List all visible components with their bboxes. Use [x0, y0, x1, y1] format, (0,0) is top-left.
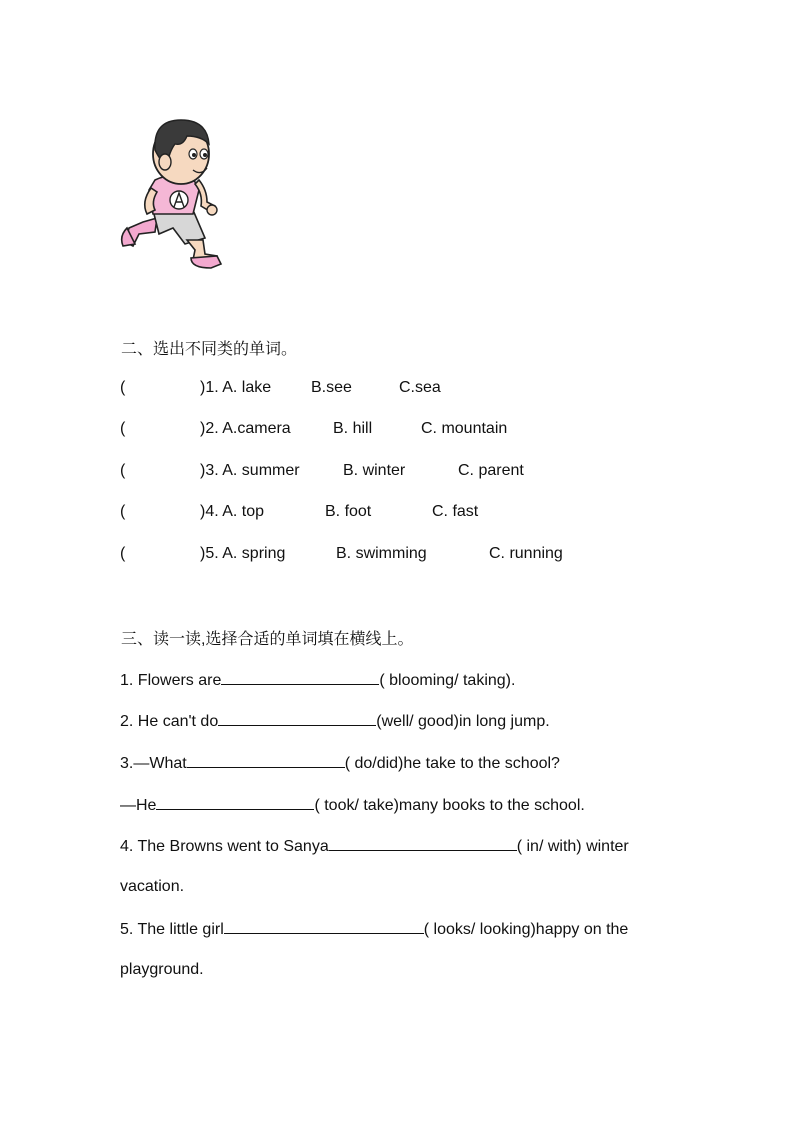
question-option-a: )2. A.camera	[200, 420, 291, 437]
question-option-a: )1. A. lake	[200, 379, 272, 396]
sentence-start: 1. Flowers are	[120, 672, 222, 689]
answer-paren: (	[120, 462, 126, 479]
answer-paren: (	[120, 379, 126, 396]
question-option-b: B. foot	[325, 503, 372, 520]
question-option-c: C. running	[489, 545, 563, 562]
question-row	[120, 501, 640, 523]
fill-blank-item	[120, 793, 585, 815]
fill-blank-item	[120, 917, 628, 939]
sentence-start: 4. The Browns went to Sanya	[120, 838, 329, 855]
sentence-end: ( do/did)he take to the school?	[344, 755, 560, 772]
sentence-start: —He	[120, 797, 157, 814]
sentence-end: (well/ good)in long jump.	[376, 713, 550, 730]
sentence-start: 3.—What	[120, 755, 187, 772]
answer-blank[interactable]	[218, 709, 376, 726]
section-three-title: 三、读一读,选择合适的单词填在横线上。	[121, 631, 414, 648]
section-two-title: 二、选出不同类的单词。	[121, 341, 298, 358]
question-option-c: C.sea	[399, 379, 441, 396]
answer-blank[interactable]	[221, 668, 379, 685]
question-option-b: B. hill	[333, 420, 373, 437]
running-boy-illustration	[115, 110, 225, 272]
question-option-a: )5. A. spring	[200, 545, 286, 562]
question-option-a: )3. A. summer	[200, 462, 300, 479]
question-option-c: C. fast	[432, 503, 479, 520]
fill-blank-item	[120, 709, 550, 731]
question-row	[120, 543, 660, 565]
continuation-line: vacation.	[120, 878, 185, 895]
sentence-end: ( in/ with) winter	[516, 838, 629, 855]
question-option-b: B. swimming	[336, 545, 427, 562]
question-option-b: B.see	[311, 379, 352, 396]
sentence-end: ( looks/ looking)happy on the	[423, 921, 629, 938]
question-row	[120, 377, 640, 399]
question-option-b: B. winter	[343, 462, 406, 479]
question-option-a: )4. A. top	[200, 503, 265, 520]
answer-paren: (	[120, 420, 126, 437]
answer-blank[interactable]	[187, 751, 345, 768]
answer-paren: (	[120, 503, 126, 520]
answer-blank[interactable]	[329, 834, 517, 851]
question-option-c: C. mountain	[421, 420, 508, 437]
question-row	[120, 460, 640, 482]
fill-blank-item	[120, 834, 629, 856]
sentence-end: ( took/ take)many books to the school.	[314, 797, 585, 814]
question-row	[120, 418, 640, 440]
question-option-c: C. parent	[458, 462, 524, 479]
sentence-start: 5. The little girl	[120, 921, 224, 938]
sentence-start: 2. He can't do	[120, 713, 219, 730]
answer-blank[interactable]	[224, 917, 424, 934]
sentence-end: ( blooming/ taking).	[379, 672, 516, 689]
continuation-line: playground.	[120, 961, 204, 978]
answer-blank[interactable]	[156, 793, 314, 810]
fill-blank-item	[120, 668, 515, 690]
fill-blank-item	[120, 751, 560, 773]
answer-paren: (	[120, 545, 126, 562]
